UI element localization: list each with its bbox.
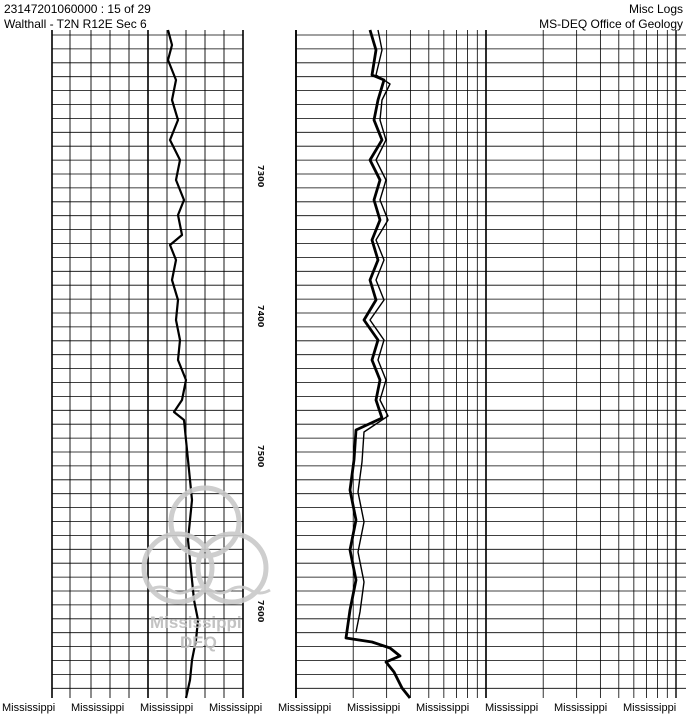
resistivity-curve	[346, 30, 410, 698]
log-category: Misc Logs	[628, 2, 683, 16]
log-grid	[52, 30, 686, 698]
footer-label: Mississippi	[554, 702, 608, 714]
depth-label: 7400	[256, 305, 265, 328]
footer-label: Mississippi	[347, 702, 401, 714]
depth-label: 7300	[256, 165, 265, 188]
footer-label: Mississippi	[71, 702, 125, 714]
footer-label: Mississippi	[2, 702, 56, 714]
document-id: 23147201060000 : 15 of 29	[4, 2, 151, 16]
footer-label: Mississippi	[278, 702, 332, 714]
footer-label: Mississippi	[140, 702, 194, 714]
footer-label: Mississippi	[623, 702, 677, 714]
footer-label: Mississippi	[209, 702, 263, 714]
footer-label: Mississippi	[416, 702, 470, 714]
depth-label: 7600	[256, 600, 265, 623]
depth-label: 7500	[256, 445, 265, 468]
watermark-line1: Mississippi	[150, 613, 242, 632]
well-location: Walthall - T2N R12E Sec 6	[4, 17, 147, 31]
deq-watermark	[144, 488, 270, 652]
log-curves	[168, 30, 410, 698]
footer-label: Mississippi	[485, 702, 539, 714]
agency-name: MS-DEQ Office of Geology	[539, 17, 683, 31]
watermark-line2: DEQ	[180, 633, 217, 652]
